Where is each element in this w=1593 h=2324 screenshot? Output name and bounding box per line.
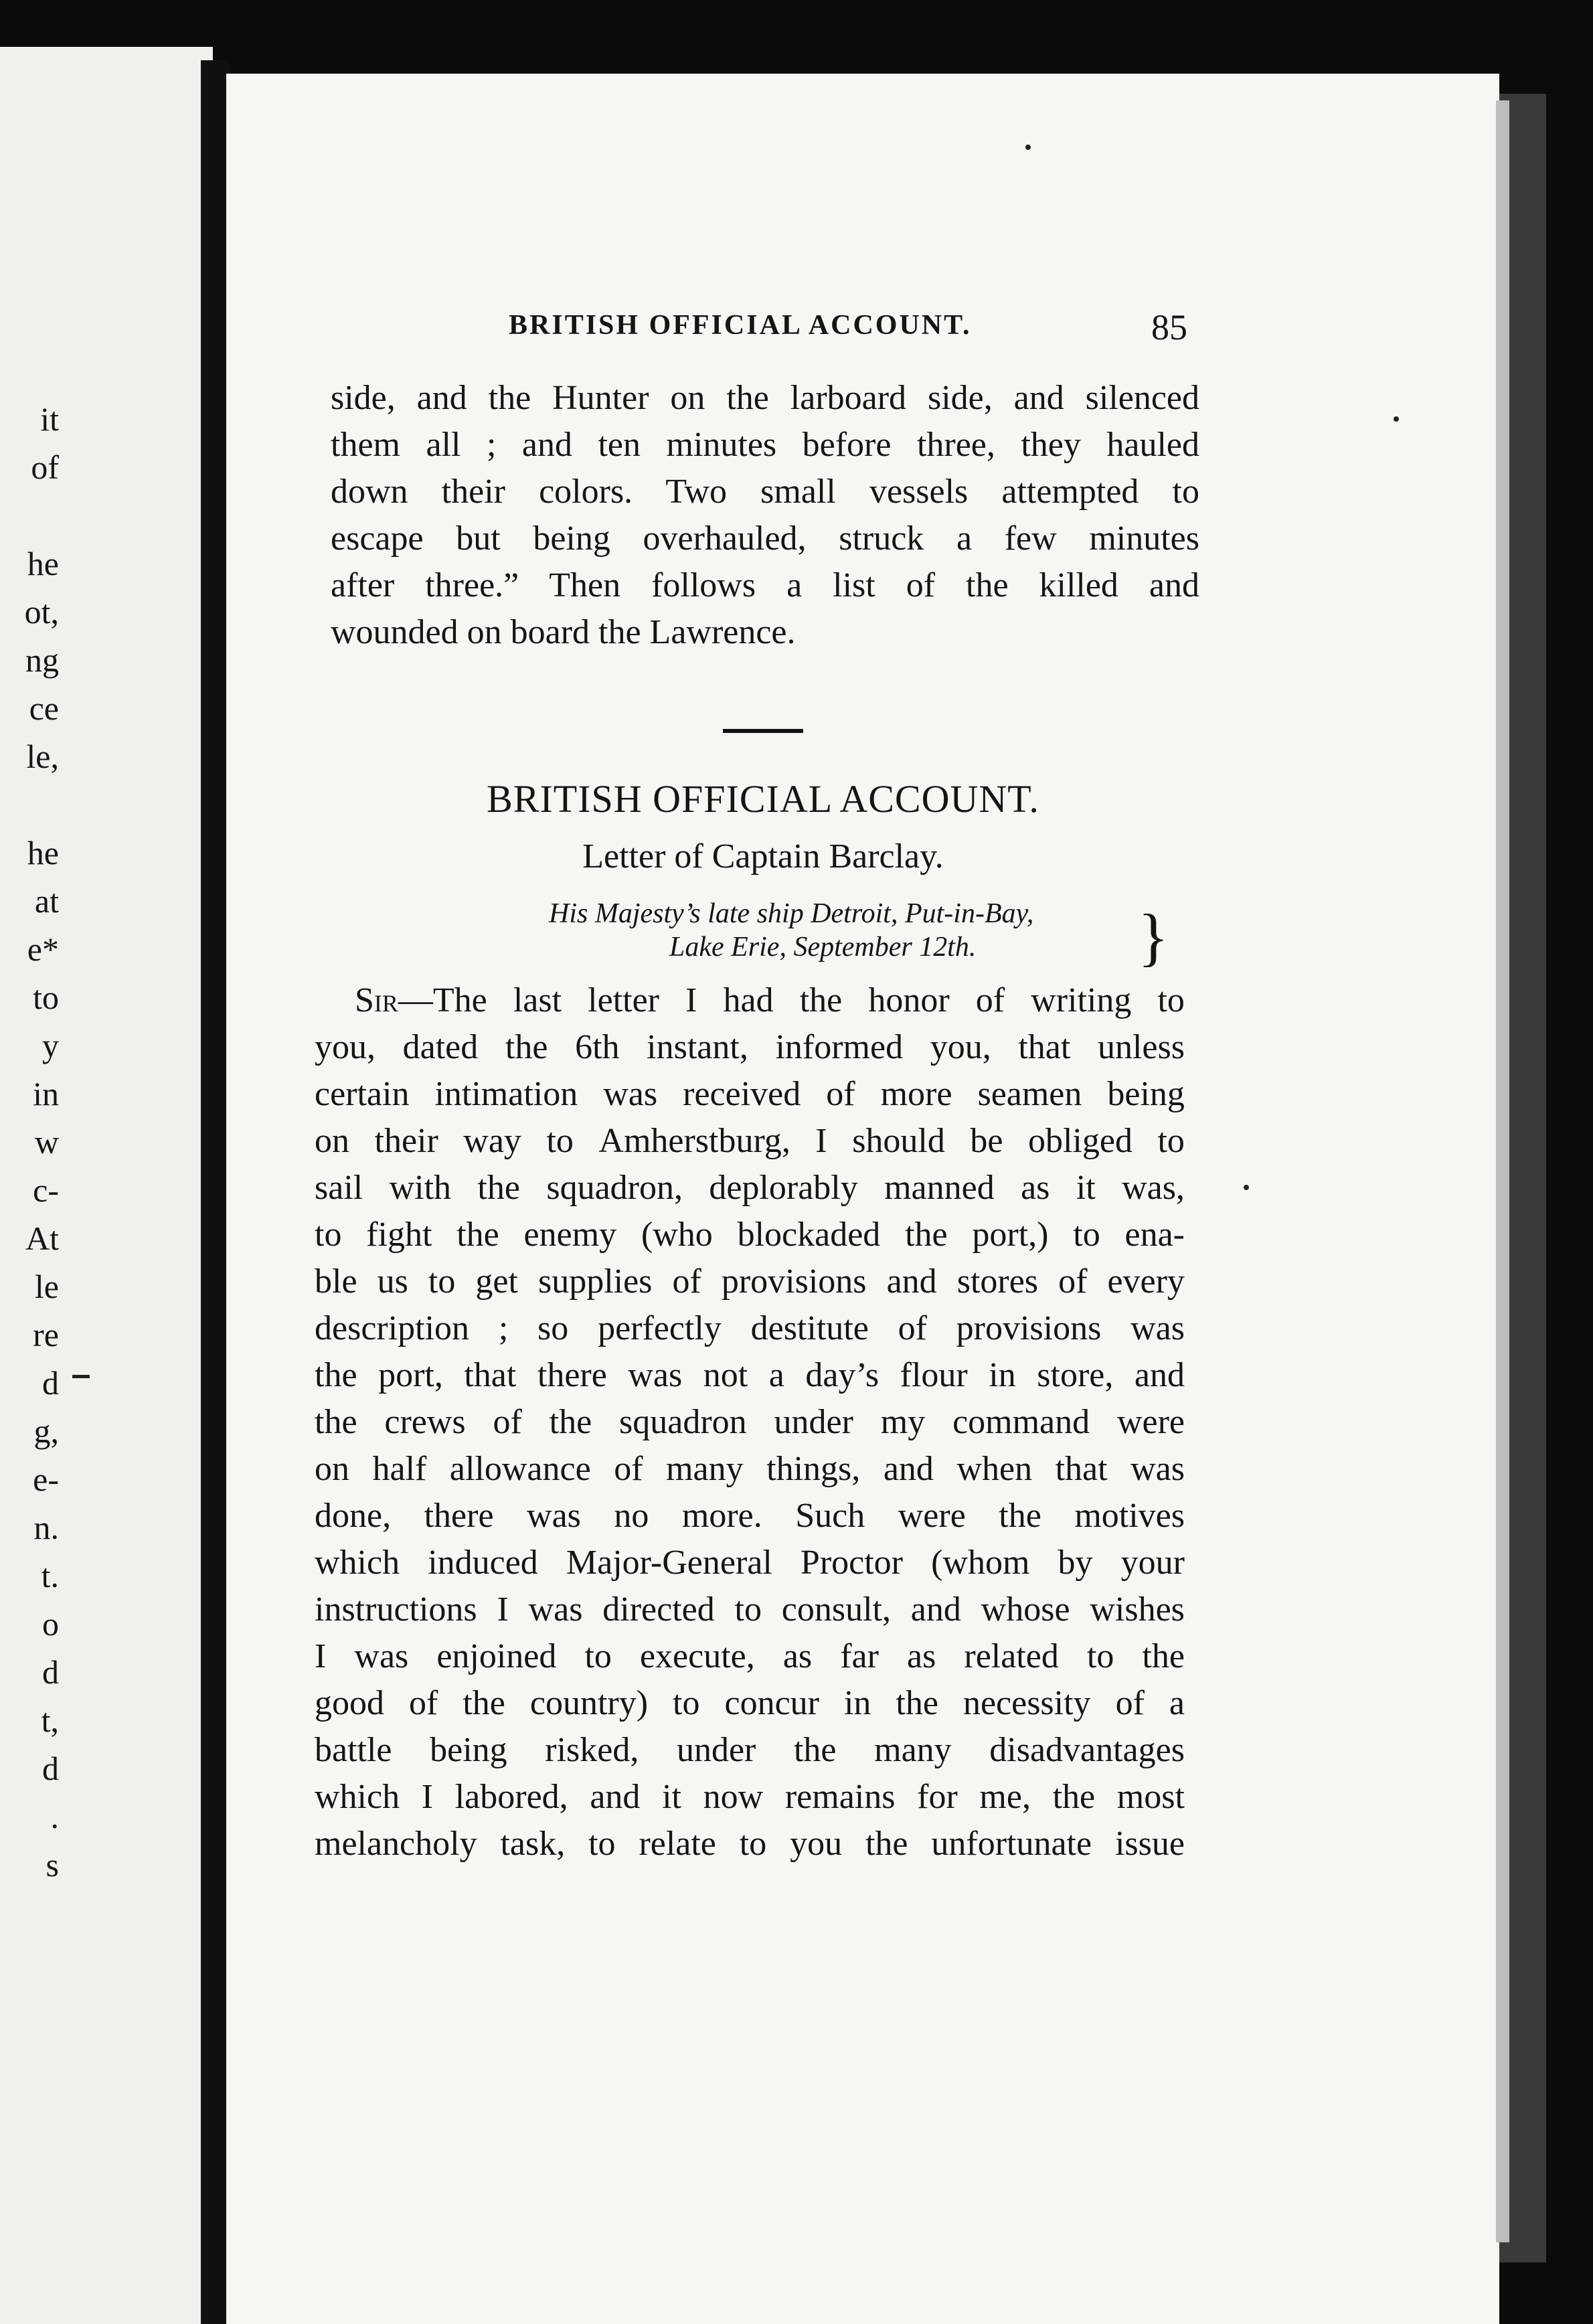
text-line-content: —The last letter I had the honor of writing to xyxy=(398,981,1185,1019)
facing-page-fragment: ng xyxy=(25,641,59,679)
page-edge-paper xyxy=(1496,100,1509,2242)
facing-page-fragment: at xyxy=(34,882,59,920)
text-line: ble us to get supplies of provisions and stores of every xyxy=(315,1262,1185,1301)
facing-page-fragment: e* xyxy=(27,930,59,968)
facing-page-fragment xyxy=(5,491,59,540)
text-line: on half allowance of many things, and when that was xyxy=(315,1450,1185,1488)
text-line xyxy=(315,977,1185,1024)
facing-page-fragment: in xyxy=(33,1075,59,1112)
text-line: them all ; and ten minutes before three, they hauled xyxy=(331,426,1199,464)
facing-page-fragment: . xyxy=(50,1798,59,1835)
text-line: done, there was no more. Such were the motives xyxy=(315,1497,1185,1535)
facing-page-fragment: n. xyxy=(33,1509,59,1546)
facing-page-fragment: t. xyxy=(41,1557,59,1594)
facing-page-fragment: g, xyxy=(33,1412,59,1450)
text-line: the crews of the squadron under my command were xyxy=(315,1403,1185,1441)
facing-page-fragment: y xyxy=(42,1027,59,1064)
facing-page-fragment: it xyxy=(40,400,59,438)
facing-page-fragment: he xyxy=(27,834,59,872)
book-gutter xyxy=(201,60,229,2324)
facing-page-fragment: d xyxy=(42,1653,59,1691)
dateline-brace: } xyxy=(1138,901,1169,973)
facing-page-fragment: o xyxy=(42,1605,59,1643)
facing-page-fragment: ce xyxy=(29,689,59,727)
facing-page-fragment: w xyxy=(34,1123,59,1161)
facing-page-fragment: t, xyxy=(41,1702,59,1739)
dateline-line-2: Lake Erie, September 12th. xyxy=(669,932,977,963)
facing-page-fragment: re xyxy=(33,1316,59,1353)
text-line: melancholy task, to relate to you the unfortunate issue xyxy=(315,1825,1185,1863)
text-line: which I labored, and it now remains for me, the most xyxy=(315,1778,1185,1816)
text-line: battle being risked, under the many disadvantages xyxy=(315,1731,1185,1769)
section-divider xyxy=(723,729,803,733)
dateline-line-1: His Majesty’s late ship Detroit, Put-in-Bay, xyxy=(549,898,1034,929)
text-line: description ; so perfectly destitute of provisions was xyxy=(315,1309,1185,1347)
facing-page-fragment: d xyxy=(42,1750,59,1787)
text-line: which induced Major-General Proctor (whom by your xyxy=(315,1544,1185,1582)
facing-page-text-fragments xyxy=(5,395,59,1889)
facing-page-fragment xyxy=(5,780,59,829)
speck-mark xyxy=(1025,145,1031,150)
letter-dateline xyxy=(549,897,1151,964)
speck-mark xyxy=(1394,416,1399,422)
facing-page-fragment: le, xyxy=(26,738,59,775)
text-line: I was enjoined to execute, as far as related to the xyxy=(315,1637,1185,1675)
text-line: good of the country) to concur in the necessity of a xyxy=(315,1684,1185,1722)
text-line: on their way to Amherstburg, I should be obliged to xyxy=(315,1122,1185,1160)
facing-page-fragment: c- xyxy=(33,1171,59,1209)
section-heading: BRITISH OFFICIAL ACCOUNT. xyxy=(487,777,1039,821)
text-line: escape but being overhauled, struck a few minutes xyxy=(331,519,1199,558)
facing-page-fragment: he xyxy=(27,545,59,582)
text-line: after three.” Then follows a list of the killed and xyxy=(331,566,1199,604)
facing-page-fragment: to xyxy=(33,979,59,1016)
speck-mark xyxy=(1244,1185,1249,1190)
facing-page-fragment: At xyxy=(25,1220,59,1257)
section-subheading: Letter of Captain Barclay. xyxy=(582,837,944,876)
continuation-paragraph xyxy=(331,375,1199,656)
facing-page-fragment: d xyxy=(42,1364,59,1402)
margin-mark xyxy=(72,1375,90,1378)
letter-body xyxy=(315,977,1185,1868)
page-number: 85 xyxy=(1151,307,1187,347)
text-line: sail with the squadron, deplorably manned as it was, xyxy=(315,1169,1185,1207)
text-line: down their colors. Two small vessels attempted to xyxy=(331,473,1199,511)
text-line: the port, that there was not a day’s flour in store, and xyxy=(315,1356,1185,1394)
facing-page-fragment: ot, xyxy=(24,593,59,631)
text-line: instructions I was directed to consult, and whose wishes xyxy=(315,1590,1185,1629)
running-head: BRITISH OFFICIAL ACCOUNT. xyxy=(509,310,972,341)
facing-page-fragment: le xyxy=(34,1268,59,1305)
text-line: to fight the enemy (who blockaded the port,) to ena- xyxy=(315,1216,1185,1254)
facing-page-fragment: e- xyxy=(33,1461,59,1498)
text-line: you, dated the 6th instant, informed you, that unless xyxy=(315,1028,1185,1066)
facing-page-fragment: s xyxy=(46,1846,59,1884)
text-line: side, and the Hunter on the larboard side, and silenced xyxy=(331,379,1199,417)
facing-page-fragment: of xyxy=(31,448,59,486)
text-line: certain intimation was received of more seamen being xyxy=(315,1075,1185,1113)
salutation: Sir xyxy=(355,981,398,1019)
facing-page xyxy=(0,47,213,2324)
text-line: wounded on board the Lawrence. xyxy=(331,613,796,651)
